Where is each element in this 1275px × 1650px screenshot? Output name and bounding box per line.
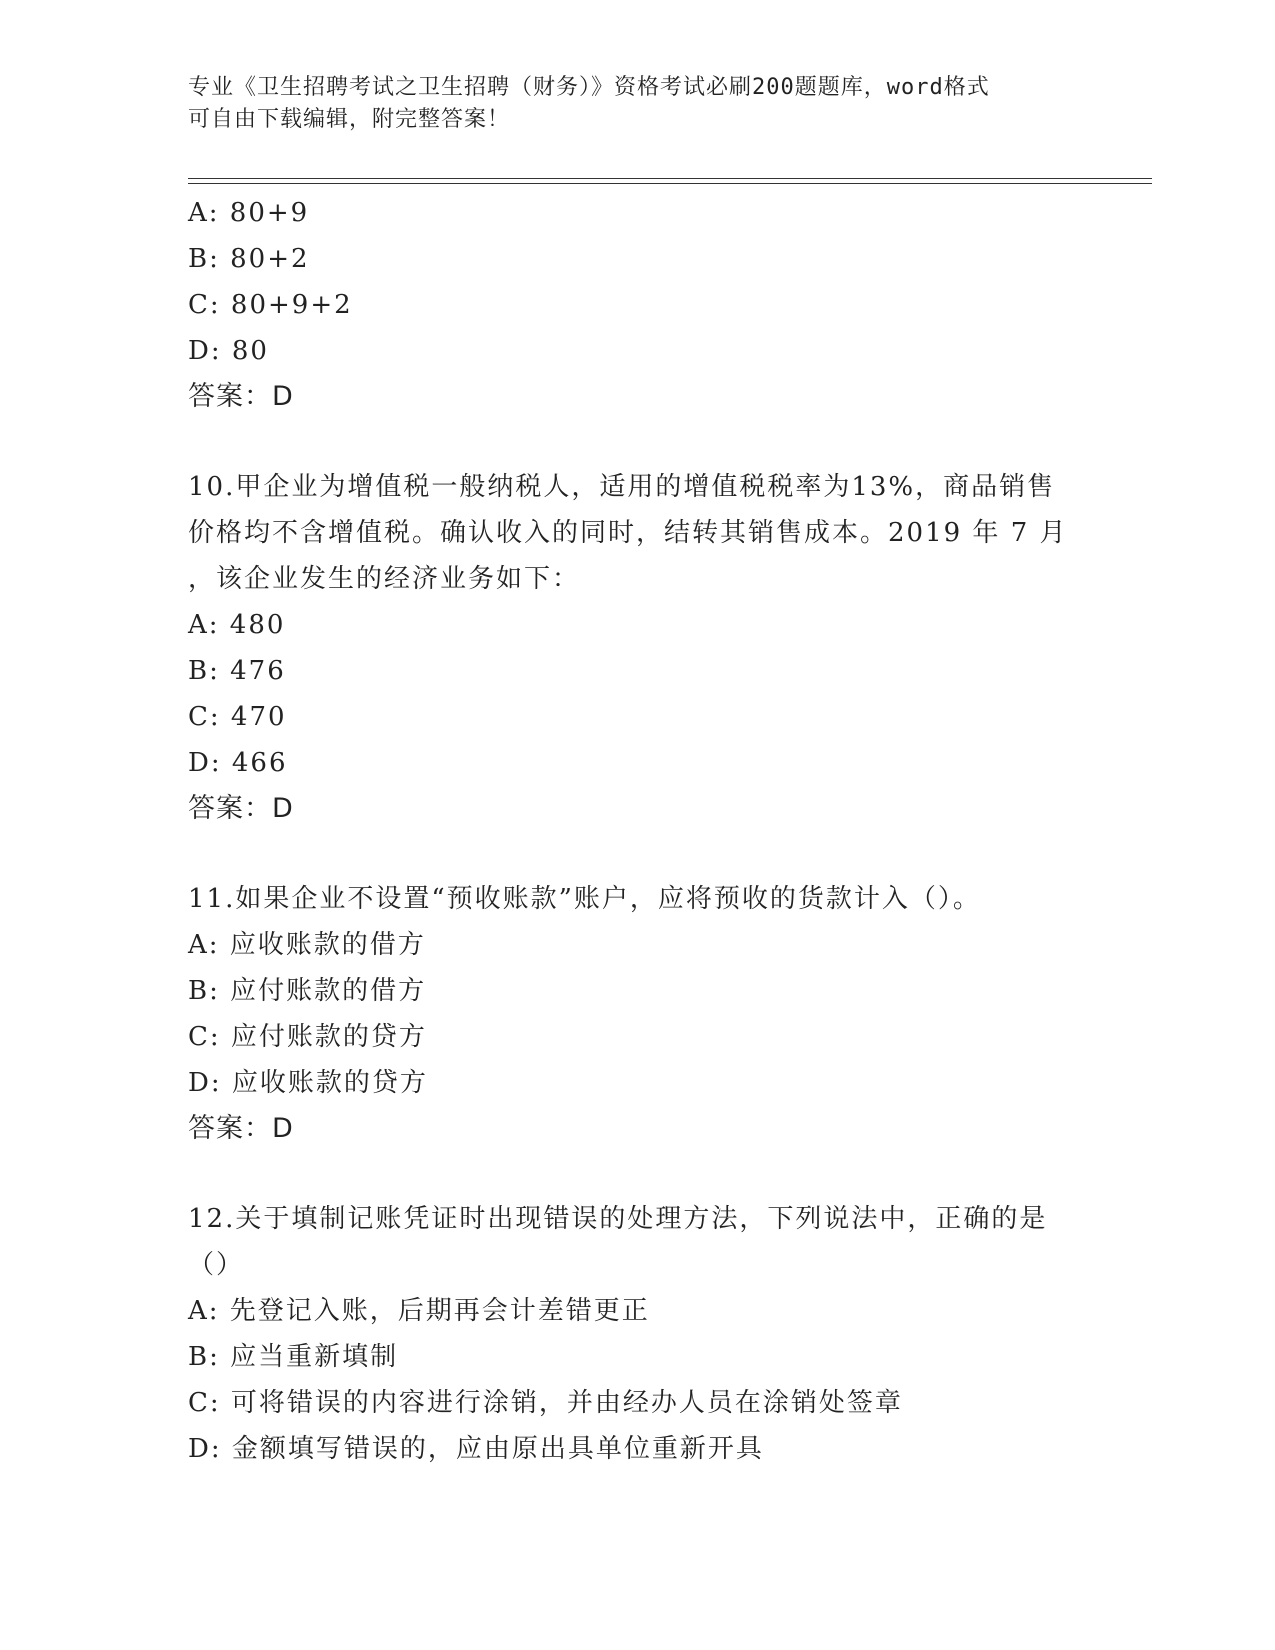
option-c: C: 应付账款的贷方 [188, 1022, 427, 1052]
question-stem-line: ，该企业发生的经济业务如下： [188, 564, 581, 594]
header-line-2: 可自由下载编辑，附完整答案！ [188, 107, 511, 132]
header-line-1: 专业《卫生招聘考试之卫生招聘（财务）》资格考试必刷200题题库，word格式 [188, 75, 990, 100]
option-b: B: 80+2 [188, 244, 310, 274]
partial-question-block [188, 190, 1088, 420]
answer-line: 答案：D [188, 793, 294, 824]
option-d: D: 金额填写错误的，应由原出具单位重新开具 [188, 1434, 764, 1464]
question-list [188, 190, 1088, 1472]
question-12 [188, 1196, 1088, 1472]
question-10 [188, 464, 1088, 832]
header-divider-bottom [188, 183, 1152, 184]
option-d: D: 应收账款的贷方 [188, 1068, 428, 1098]
answer-line: 答案：D [188, 1113, 294, 1144]
option-c: C: 可将错误的内容进行涂销，并由经办人员在涂销处签章 [188, 1388, 903, 1418]
option-b: B: 应付账款的借方 [188, 976, 427, 1006]
question-stem-line: 10.甲企业为增值税一般纳税人，适用的增值税税率为13%，商品销售 [188, 472, 1056, 502]
option-d: D: 466 [188, 748, 288, 778]
option-a: A: 80+9 [188, 198, 310, 228]
option-a: A: 480 [188, 610, 286, 640]
option-a: A: 应收账款的借方 [188, 930, 426, 960]
option-a: A: 先登记入账，后期再会计差错更正 [188, 1296, 650, 1326]
question-11 [188, 876, 1088, 1152]
answer-line: 答案：D [188, 381, 294, 412]
header-divider-top [188, 178, 1152, 179]
document-header [188, 72, 1088, 136]
question-stem-line: 11.如果企业不设置“预收账款”账户，应将预收的货款计入（）。 [188, 884, 981, 914]
option-d: D: 80 [188, 336, 269, 366]
option-b: B: 476 [188, 656, 286, 686]
question-stem-line: （） [188, 1250, 245, 1280]
question-stem-line: 12.关于填制记账凭证时出现错误的处理方法，下列说法中，正确的是 [188, 1204, 1048, 1234]
option-c: C: 80+9+2 [188, 290, 353, 320]
question-stem-line: 价格均不含增值税。确认收入的同时，结转其销售成本。2019 年 7 月 [188, 518, 1068, 548]
option-b: B: 应当重新填制 [188, 1342, 399, 1372]
option-c: C: 470 [188, 702, 287, 732]
